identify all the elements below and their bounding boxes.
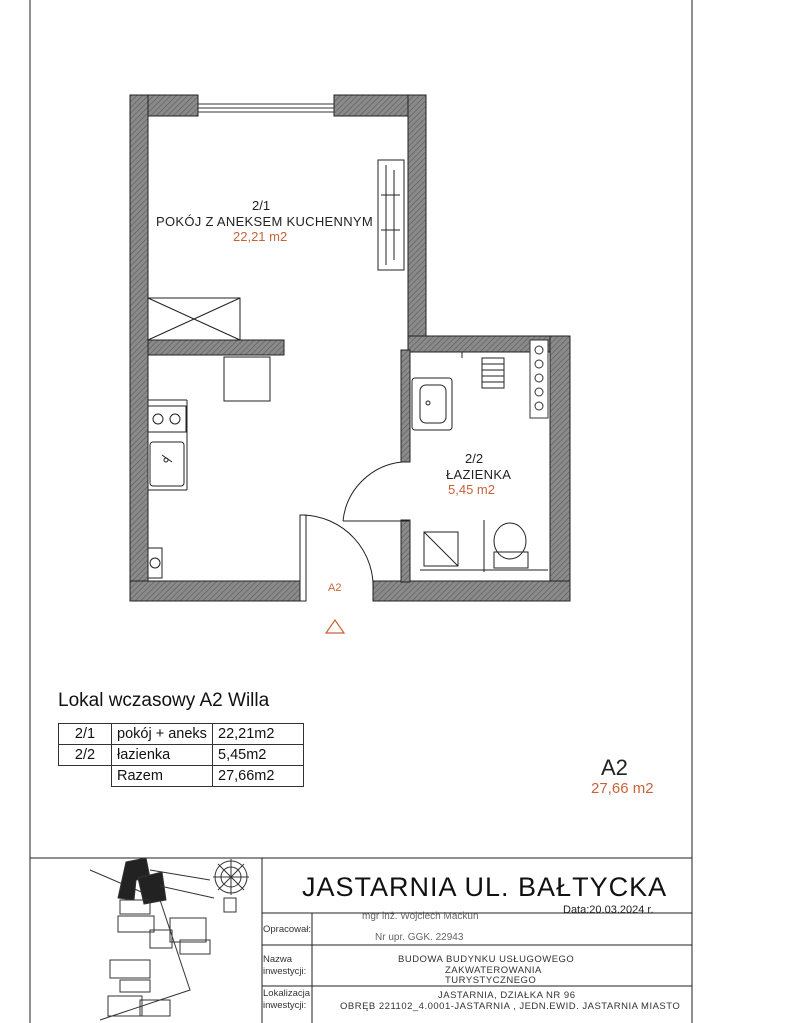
- row-number: [59, 766, 112, 787]
- unit-label: A2: [601, 755, 628, 780]
- entrance-label: A2: [328, 582, 342, 594]
- tv-unit: [378, 160, 404, 270]
- row-number: 2/1: [59, 724, 112, 745]
- row-name: łazienka: [112, 745, 213, 766]
- author-label: Opracował:: [263, 924, 312, 935]
- author-name: mgr inż. Wojciech Mackun: [362, 911, 479, 922]
- unit-area: 27,66 m2: [591, 780, 654, 797]
- table-row: [59, 745, 304, 766]
- table-row: [59, 724, 304, 745]
- entrance-marker-icon: [326, 620, 344, 633]
- room2-area: 5,45 m2: [448, 482, 495, 497]
- project-title: JASTARNIA UL. BAŁTYCKA: [302, 872, 668, 902]
- author-license: Nr upr. GGK. 22943: [375, 932, 464, 943]
- kitchen-sink: [150, 442, 184, 486]
- window-top: [198, 104, 334, 112]
- room1-number: 2/1: [252, 198, 271, 213]
- bathroom-washbasin: [412, 378, 452, 430]
- towel-radiator: [462, 352, 504, 388]
- kitchen-counter: [148, 340, 284, 490]
- investment-name-line3: TURYSTYCZNEGO: [445, 975, 537, 986]
- investment-name-line1: BUDOWA BUDYNKU USŁUGOWEGO: [398, 954, 575, 965]
- room2-name: ŁAZIENKA: [446, 467, 512, 482]
- row-number: 2/2: [59, 745, 112, 766]
- cooktop: [148, 406, 186, 432]
- room1-area: 22,21 m2: [233, 229, 288, 244]
- row-area: 27,66m2: [213, 766, 304, 787]
- room-schedule-table: [58, 723, 304, 787]
- column-fixture: [148, 548, 162, 578]
- drawing-date: Data:20.03.2024 r.: [563, 904, 654, 916]
- location-line1: JASTARNIA, DZIAŁKA NR 96: [438, 990, 576, 1001]
- wardrobe: [148, 298, 240, 340]
- room1-name: POKÓJ Z ANEKSEM KUCHENNYM: [156, 214, 373, 229]
- investment-label: Nazwa inwestycji:: [263, 954, 307, 977]
- room2-number: 2/2: [465, 451, 484, 466]
- legend-title: Lokal wczasowy A2 Willa: [58, 690, 270, 711]
- table-row: [59, 766, 304, 787]
- row-area: 5,45m2: [213, 745, 304, 766]
- bathroom-door: [343, 462, 409, 521]
- investment-name-line2: ZAKWATEROWANIA: [445, 965, 542, 976]
- window-bathroom: [530, 340, 548, 418]
- row-area: 22,21m2: [213, 724, 304, 745]
- row-name: pokój + aneks: [112, 724, 213, 745]
- toilet: [484, 520, 528, 572]
- location-label: Lokalizacja inwestycji:: [263, 988, 310, 1011]
- location-line2: OBRĘB 221102_4.0001-JASTARNIA , JEDN.EWID. JASTARNIA MIASTO: [340, 1001, 681, 1012]
- compass-rose-icon: [213, 859, 249, 912]
- row-name: Razem: [112, 766, 213, 787]
- site-map-thumbnail: [90, 858, 214, 1020]
